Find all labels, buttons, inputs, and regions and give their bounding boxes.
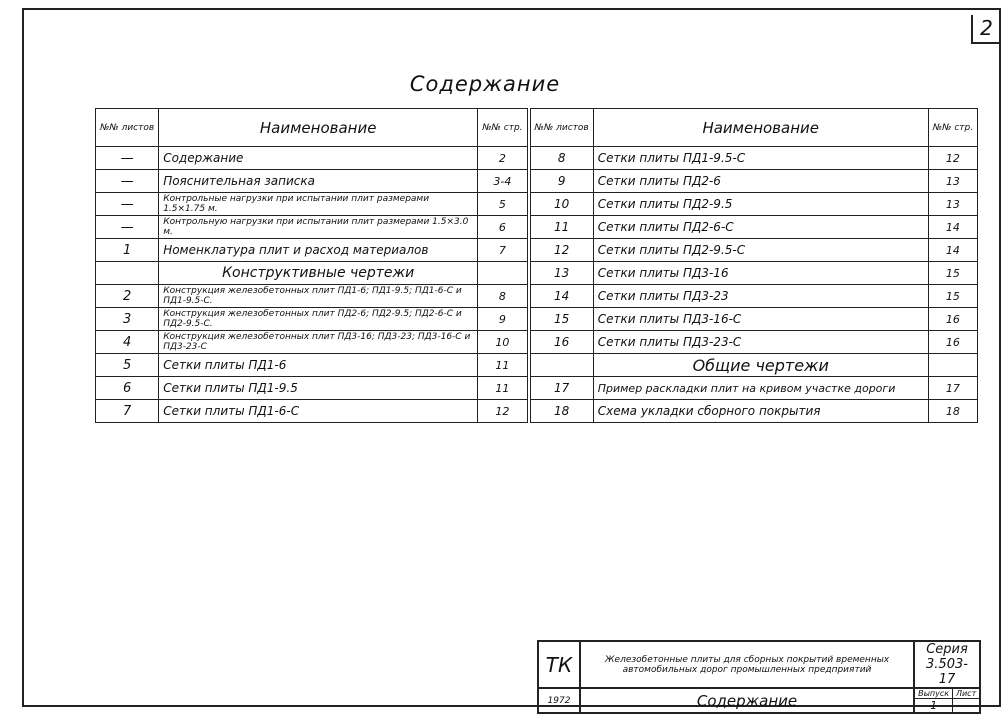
sheet-num: 16: [530, 331, 593, 354]
sheet-num: 14: [530, 285, 593, 308]
item-name: Схема укладки сборного покрытия: [593, 400, 928, 423]
issue-value: 1: [915, 699, 953, 713]
page-ref: 3-4: [478, 170, 527, 193]
page-ref: 7: [478, 239, 527, 262]
sheet-num: 6: [96, 377, 159, 400]
header-page-right: №№ стр.: [928, 109, 977, 147]
table-row: [96, 331, 978, 354]
table-row: [96, 147, 978, 170]
section-heading: Общие чертежи: [593, 354, 928, 377]
sheet-num: 13: [530, 262, 593, 285]
sheet-num: 10: [530, 193, 593, 216]
series-number: 3.503-17: [926, 657, 968, 687]
table-header-row: [96, 109, 978, 147]
table-row: [96, 400, 978, 423]
sheet-num: 4: [96, 331, 159, 354]
table-row: [96, 170, 978, 193]
page-ref: [478, 262, 527, 285]
page-ref: 15: [928, 262, 977, 285]
page-ref: 6: [478, 216, 527, 239]
item-name: Сетки плиты ПД2-9.5-С: [593, 239, 928, 262]
page-ref: 16: [928, 308, 977, 331]
table-row: [96, 193, 978, 216]
title-block: [537, 640, 981, 714]
stamp-issue-sheet: [914, 688, 980, 713]
table-row: [96, 377, 978, 400]
item-name: Сетки плиты ПД1-6-С: [159, 400, 478, 423]
page-ref: 12: [928, 147, 977, 170]
item-name: Номенклатура плит и расход материалов: [159, 239, 478, 262]
page-ref: 9: [478, 308, 527, 331]
page-ref: 5: [478, 193, 527, 216]
sheet-value: —: [953, 699, 979, 713]
page-ref: 11: [478, 354, 527, 377]
item-name: Контрольные нагрузки при испытании плит размерами 1.5×1.75 м.: [159, 193, 478, 216]
sheet-num: 9: [530, 170, 593, 193]
page-ref: 11: [478, 377, 527, 400]
item-name: Контрольную нагрузки при испытании плит размерами 1.5×3.0 м.: [159, 216, 478, 239]
sheet-num: 12: [530, 239, 593, 262]
sheet-num: —: [96, 147, 159, 170]
item-name: Пример раскладки плит на кривом участке дороги: [593, 377, 928, 400]
item-name: Сетки плиты ПД2-6-С: [593, 216, 928, 239]
page-ref: 13: [928, 193, 977, 216]
page-ref: 16: [928, 331, 977, 354]
table-row: [96, 354, 978, 377]
item-name: Сетки плиты ПД1-9.5: [159, 377, 478, 400]
sheet-num: —: [96, 216, 159, 239]
page-ref: 15: [928, 285, 977, 308]
item-name: Сетки плиты ПД1-9.5-С: [593, 147, 928, 170]
header-sheet-num-right: №№ листов: [530, 109, 593, 147]
table-row: [96, 285, 978, 308]
page-ref: 17: [928, 377, 977, 400]
item-name: Конструкция железобетонных плит ПД2-6; ПД2-9.5; ПД2-6-С и ПД2-9.5-С.: [159, 308, 478, 331]
item-name: Сетки плиты ПД3-16-С: [593, 308, 928, 331]
item-name: Сетки плиты ПД3-23: [593, 285, 928, 308]
item-name: Сетки плиты ПД2-6: [593, 170, 928, 193]
sheet-num: [530, 354, 593, 377]
item-name: Сетки плиты ПД1-6: [159, 354, 478, 377]
item-name: Сетки плиты ПД3-16: [593, 262, 928, 285]
sheet-num: 8: [530, 147, 593, 170]
page-ref: 13: [928, 170, 977, 193]
header-sheet-num: №№ листов: [96, 109, 159, 147]
page-number: 2: [971, 15, 1000, 44]
page-ref: 14: [928, 216, 977, 239]
item-name: Пояснительная записка: [159, 170, 478, 193]
issue-label: Выпуск: [915, 689, 953, 699]
page-ref: 14: [928, 239, 977, 262]
sheet-num: [96, 262, 159, 285]
stamp-description: Железобетонные плиты для сборных покрытий временных автомобильных дорог промышленных предприятий: [580, 641, 914, 688]
sheet-num: 5: [96, 354, 159, 377]
header-name-right: Наименование: [593, 109, 928, 147]
sheet-num: 2: [96, 285, 159, 308]
sheet-num: 15: [530, 308, 593, 331]
contents-table: [95, 108, 978, 423]
document-title: Содержание: [409, 72, 561, 96]
sheet-label: Лист: [953, 689, 979, 699]
page-ref: 18: [928, 400, 977, 423]
sheet-num: 3: [96, 308, 159, 331]
sheet-num: 11: [530, 216, 593, 239]
header-name: Наименование: [159, 109, 478, 147]
item-name: Сетки плиты ПД2-9.5: [593, 193, 928, 216]
stamp-sheet-name: Содержание: [580, 688, 914, 713]
stamp-year: 1972: [538, 688, 580, 713]
page-ref: 10: [478, 331, 527, 354]
page-ref: 8: [478, 285, 527, 308]
item-name: Сетки плиты ПД3-23-С: [593, 331, 928, 354]
series-label: Серия: [926, 642, 968, 657]
page-ref: 12: [478, 400, 527, 423]
item-name: Содержание: [159, 147, 478, 170]
table-row: [96, 308, 978, 331]
page-ref: [928, 354, 977, 377]
sheet-num: 18: [530, 400, 593, 423]
stamp-code: ТК: [538, 641, 580, 688]
sheet-num: 17: [530, 377, 593, 400]
sheet-num: 1: [96, 239, 159, 262]
page-ref: 2: [478, 147, 527, 170]
sheet-num: —: [96, 193, 159, 216]
section-heading: Конструктивные чертежи: [159, 262, 478, 285]
stamp-series: [914, 641, 980, 688]
sheet-num: 7: [96, 400, 159, 423]
table-row: [96, 216, 978, 239]
sheet-num: —: [96, 170, 159, 193]
item-name: Конструкция железобетонных плит ПД3-16; ПД3-23; ПД3-16-С и ПД3-23-С: [159, 331, 478, 354]
header-page: №№ стр.: [478, 109, 527, 147]
table-row: [96, 262, 978, 285]
item-name: Конструкция железобетонных плит ПД1-6; ПД1-9.5; ПД1-6-С и ПД1-9.5-С.: [159, 285, 478, 308]
table-row: [96, 239, 978, 262]
